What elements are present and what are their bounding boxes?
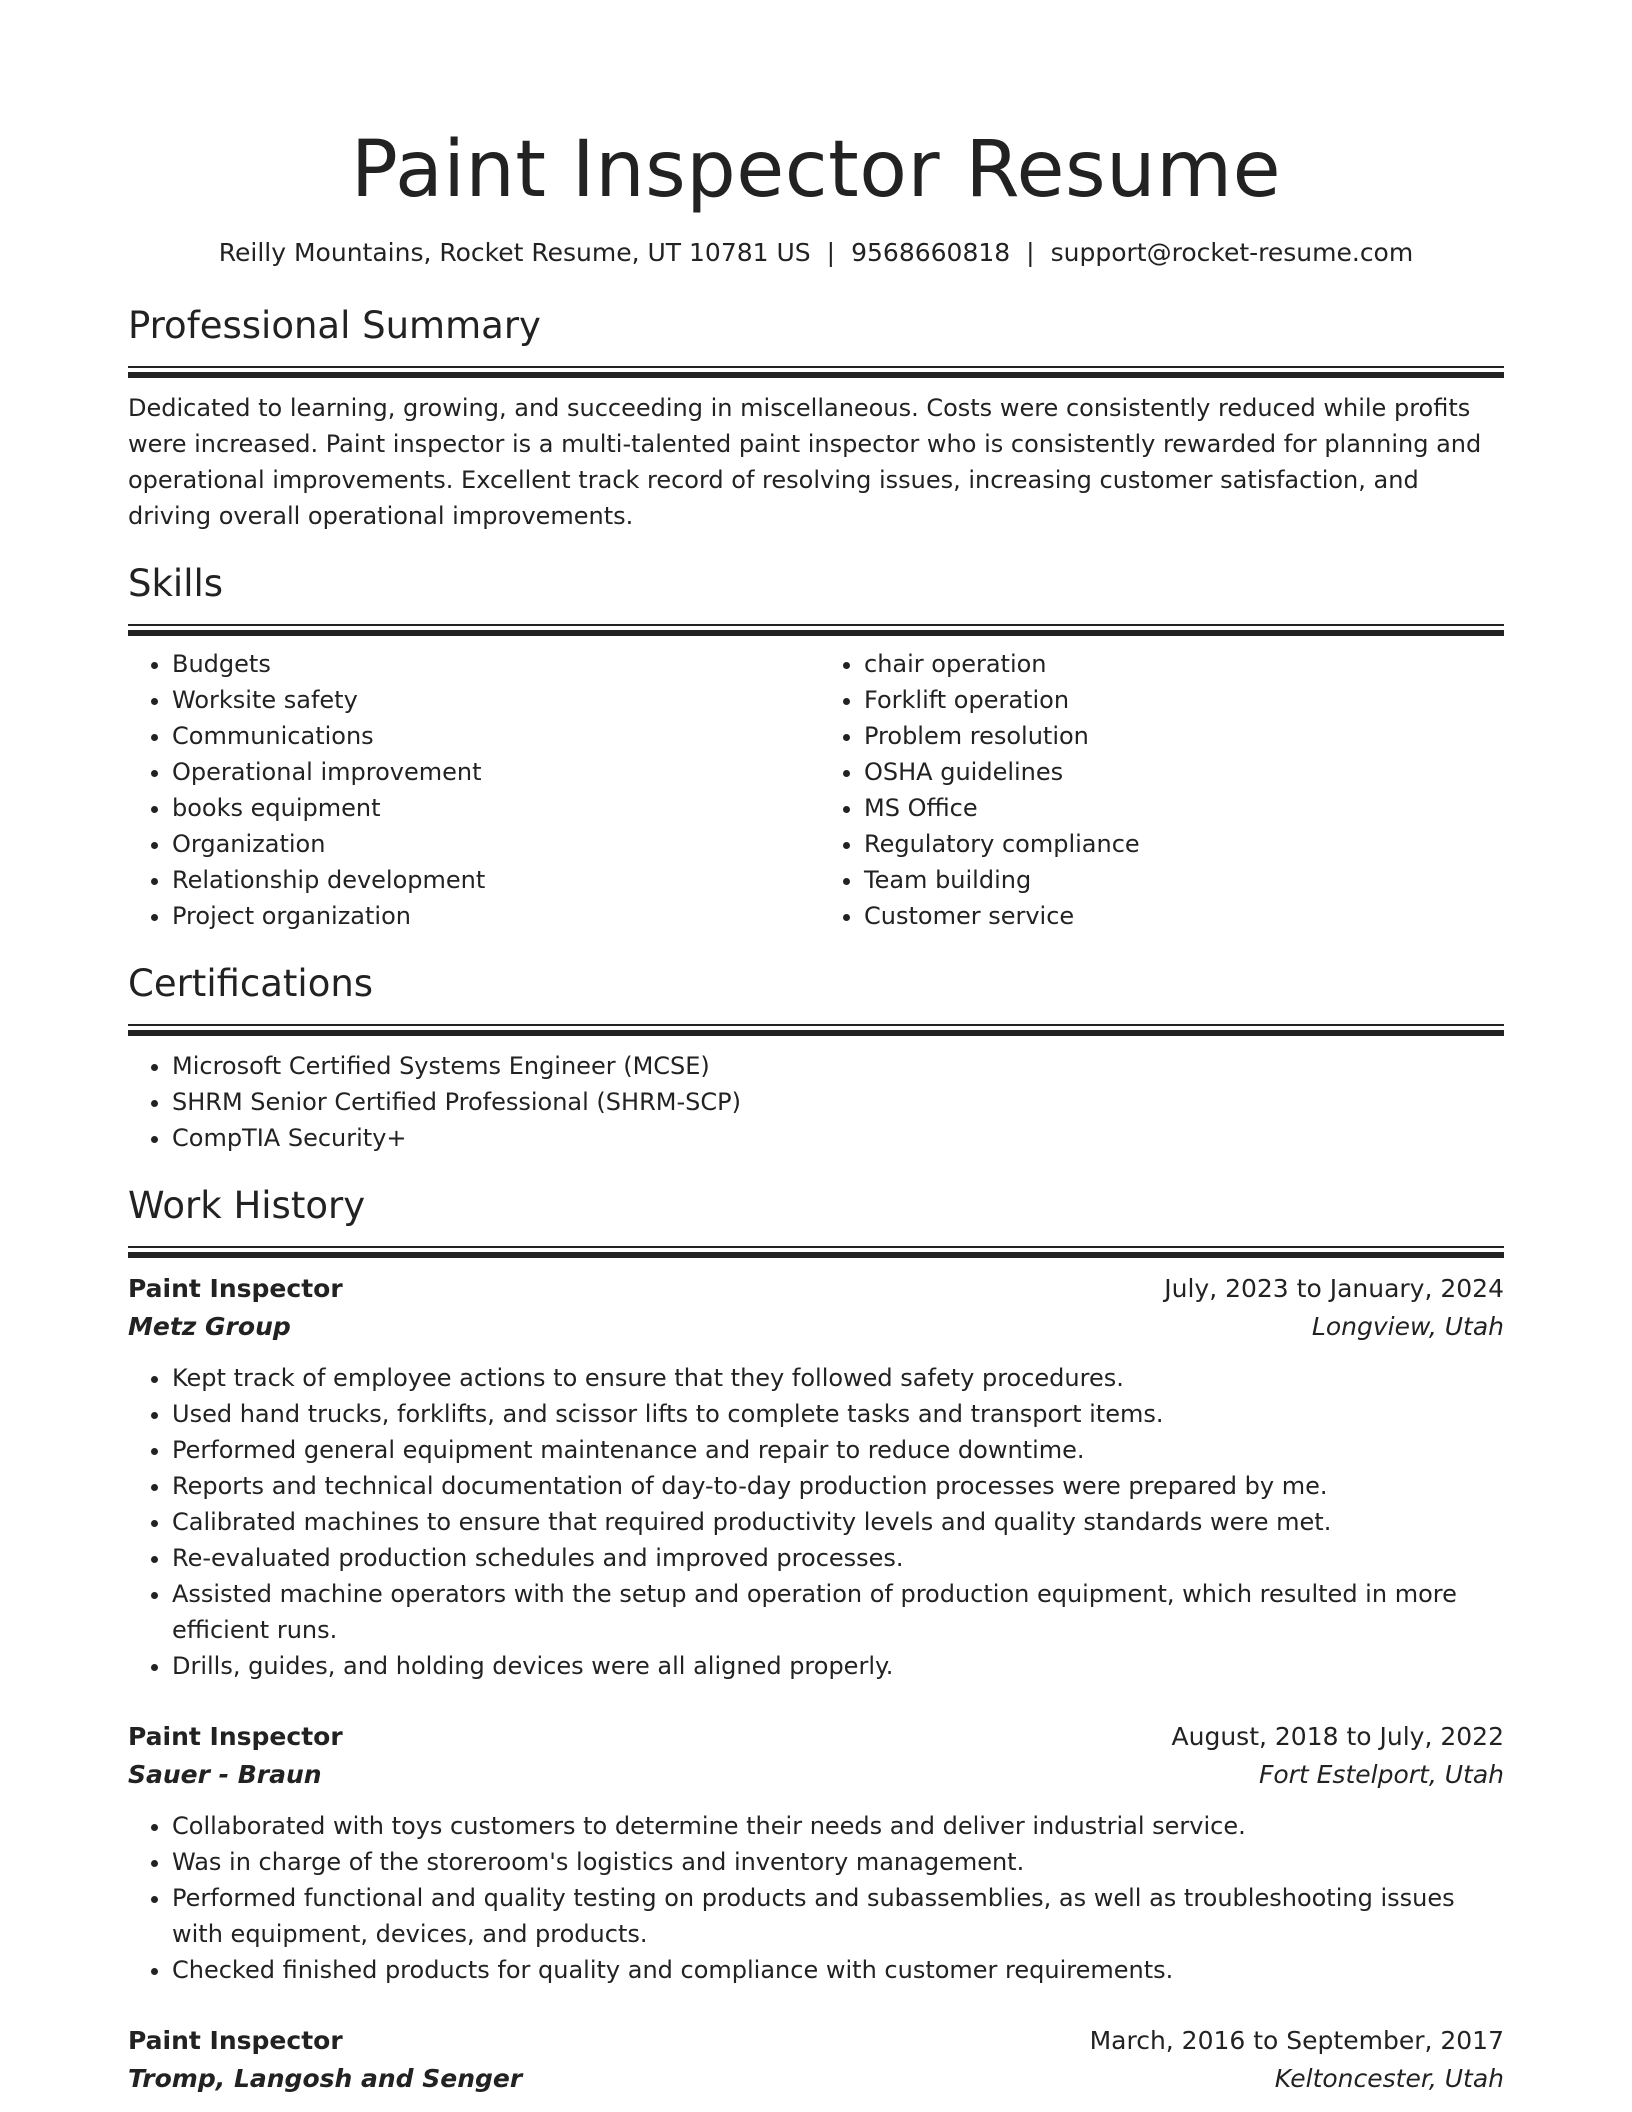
skill-item: • OSHA guidelines — [864, 754, 1504, 790]
job-location: Longview, Utah — [1311, 1312, 1504, 1341]
section-divider — [128, 624, 1504, 636]
section-divider — [128, 1246, 1504, 1258]
skill-item: • chair operation — [864, 646, 1504, 682]
skill-item: • Forklift operation — [864, 682, 1504, 718]
resume-page — [128, 0, 1504, 2098]
skill-item: • Team building — [864, 862, 1504, 898]
skill-item: • Organization — [172, 826, 816, 862]
job-company-row — [128, 2060, 1504, 2098]
job-bullet: • Reports and technical documentation of day-to-day production processes were prepared by me. — [172, 1468, 1504, 1504]
contact-address: Reilly Mountains, Rocket Resume, UT 10781 US — [218, 238, 811, 267]
certifications-heading: Certifications — [128, 962, 374, 1005]
skill-item: • Regulatory compliance — [864, 826, 1504, 862]
skill-item: • Project organization — [172, 898, 816, 934]
contact-separator: | — [826, 238, 836, 267]
certification-item: • SHRM Senior Certified Professional (SHRM-SCP) — [172, 1084, 1504, 1120]
job-bullet: • Performed functional and quality testing on products and subassemblies, as well as troubleshooting issues with equipment, devices, and products. — [172, 1880, 1504, 1952]
contact-phone: 9568660818 — [851, 238, 1011, 267]
skill-item: • books equipment — [172, 790, 816, 826]
job-company: Sauer - Braun — [128, 1760, 322, 1789]
job-company: Metz Group — [128, 1312, 291, 1341]
contact-separator: | — [1026, 238, 1035, 267]
skill-item: • Problem resolution — [864, 718, 1504, 754]
job-bullet: • Used hand trucks, forklifts, and scissor lifts to complete tasks and transport items. — [172, 1396, 1504, 1432]
section-divider — [128, 366, 1504, 378]
skills-right-list — [816, 646, 1504, 934]
page-title: Paint Inspector Resume — [350, 125, 1282, 215]
contact-email: support@rocket-resume.com — [1050, 238, 1414, 267]
job-company: Tromp, Langosh and Senger — [128, 2064, 523, 2093]
job-dates: March, 2016 to September, 2017 — [1089, 2026, 1504, 2055]
job-entry — [128, 2022, 1504, 2098]
job-entry — [128, 1718, 1504, 1988]
contact-line — [128, 236, 1504, 270]
certification-item: • Microsoft Certified Systems Engineer (MCSE) — [172, 1048, 1504, 1084]
summary-heading: Professional Summary — [128, 304, 541, 347]
skills-heading: Skills — [128, 562, 224, 605]
certification-item: • CompTIA Security+ — [172, 1120, 1504, 1156]
skill-item: • Relationship development — [172, 862, 816, 898]
job-entry — [128, 1270, 1504, 1684]
skill-item: • Budgets — [172, 646, 816, 682]
job-bullet: • Calibrated machines to ensure that required productivity levels and quality standards were met. — [172, 1504, 1504, 1540]
job-bullet: • Performed general equipment maintenance and repair to reduce downtime. — [172, 1432, 1504, 1468]
skill-item: • Worksite safety — [172, 682, 816, 718]
job-bullet-list — [128, 1360, 1504, 1684]
job-bullet-list — [128, 1808, 1504, 1988]
job-bullet: • Drills, guides, and holding devices were all aligned properly. — [172, 1648, 1504, 1684]
job-bullet: • Checked finished products for quality and compliance with customer requirements. — [172, 1952, 1504, 1988]
section-divider — [128, 1024, 1504, 1036]
work-section — [128, 1182, 1504, 2098]
work-jobs — [128, 1270, 1504, 2098]
job-bullet: • Collaborated with toys customers to determine their needs and deliver industrial service. — [172, 1808, 1504, 1844]
skills-left-list — [128, 646, 816, 934]
job-header-row — [128, 2022, 1504, 2060]
job-dates: August, 2018 to July, 2022 — [1171, 1722, 1504, 1751]
skill-item: • MS Office — [864, 790, 1504, 826]
job-title: Paint Inspector — [128, 1722, 343, 1751]
work-heading: Work History — [128, 1184, 366, 1227]
skills-columns — [128, 646, 1504, 934]
job-title: Paint Inspector — [128, 2026, 343, 2055]
job-bullet: • Kept track of employee actions to ensure that they followed safety procedures. — [172, 1360, 1504, 1396]
skill-item: • Operational improvement — [172, 754, 816, 790]
job-company-row — [128, 1756, 1504, 1794]
job-header-row — [128, 1270, 1504, 1308]
summary-text: Dedicated to learning, growing, and succeeding in miscellaneous. Costs were consistently reduced while profits were increased. Paint inspector is a multi-talented paint inspector who is consistently rewarded for planning and operational improvements. Excellent track record of resolving issues, increasing customer satisfaction, and driving overall operational improvements. — [128, 394, 1482, 530]
skills-section — [128, 560, 1504, 934]
certifications-section — [128, 960, 1504, 1156]
skill-item: • Customer service — [864, 898, 1504, 934]
job-company-row — [128, 1308, 1504, 1346]
skill-item: • Communications — [172, 718, 816, 754]
job-location: Fort Estelport, Utah — [1258, 1760, 1504, 1789]
job-dates: July, 2023 to January, 2024 — [1164, 1274, 1504, 1303]
summary-section — [128, 302, 1504, 534]
job-header-row — [128, 1718, 1504, 1756]
certifications-list — [128, 1048, 1504, 1156]
job-bullet: • Re-evaluated production schedules and improved processes. — [172, 1540, 1504, 1576]
job-title: Paint Inspector — [128, 1274, 343, 1303]
job-bullet: • Assisted machine operators with the setup and operation of production equipment, which resulted in more efficient runs. — [172, 1576, 1504, 1648]
job-bullet: • Was in charge of the storeroom's logistics and inventory management. — [172, 1844, 1504, 1880]
job-location: Keltoncester, Utah — [1274, 2064, 1504, 2093]
